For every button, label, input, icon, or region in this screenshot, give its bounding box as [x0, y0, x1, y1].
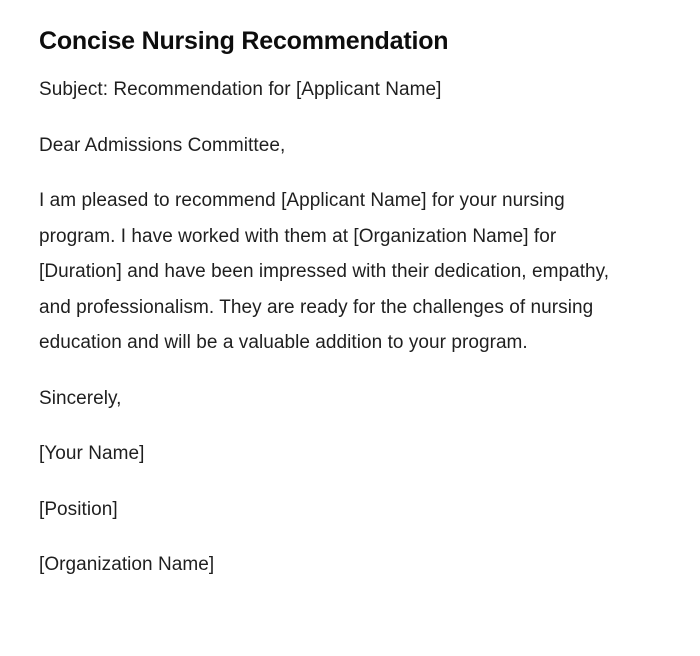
- letter-body: [39, 72, 636, 583]
- body-paragraph: I am pleased to recommend [Applicant Name] for your nursing program. I have worked with them at [Organization Name] for [Duration] and have been impressed with their dedication, empathy, and professionalism. They are ready for the challenges of nursing education and will be a valuable addition to your program.: [39, 190, 610, 353]
- subject-line: Subject: Recommendation for [Applicant Name]: [39, 79, 442, 100]
- salutation: Dear Admissions Committee,: [39, 134, 286, 156]
- signature-name: [Your Name]: [39, 443, 145, 464]
- page-title: Concise Nursing Recommendation: [39, 27, 449, 55]
- signature-position: [Position]: [39, 498, 118, 520]
- signature-organization: [Organization Name]: [39, 554, 215, 575]
- closing-line: Sincerely,: [39, 387, 122, 409]
